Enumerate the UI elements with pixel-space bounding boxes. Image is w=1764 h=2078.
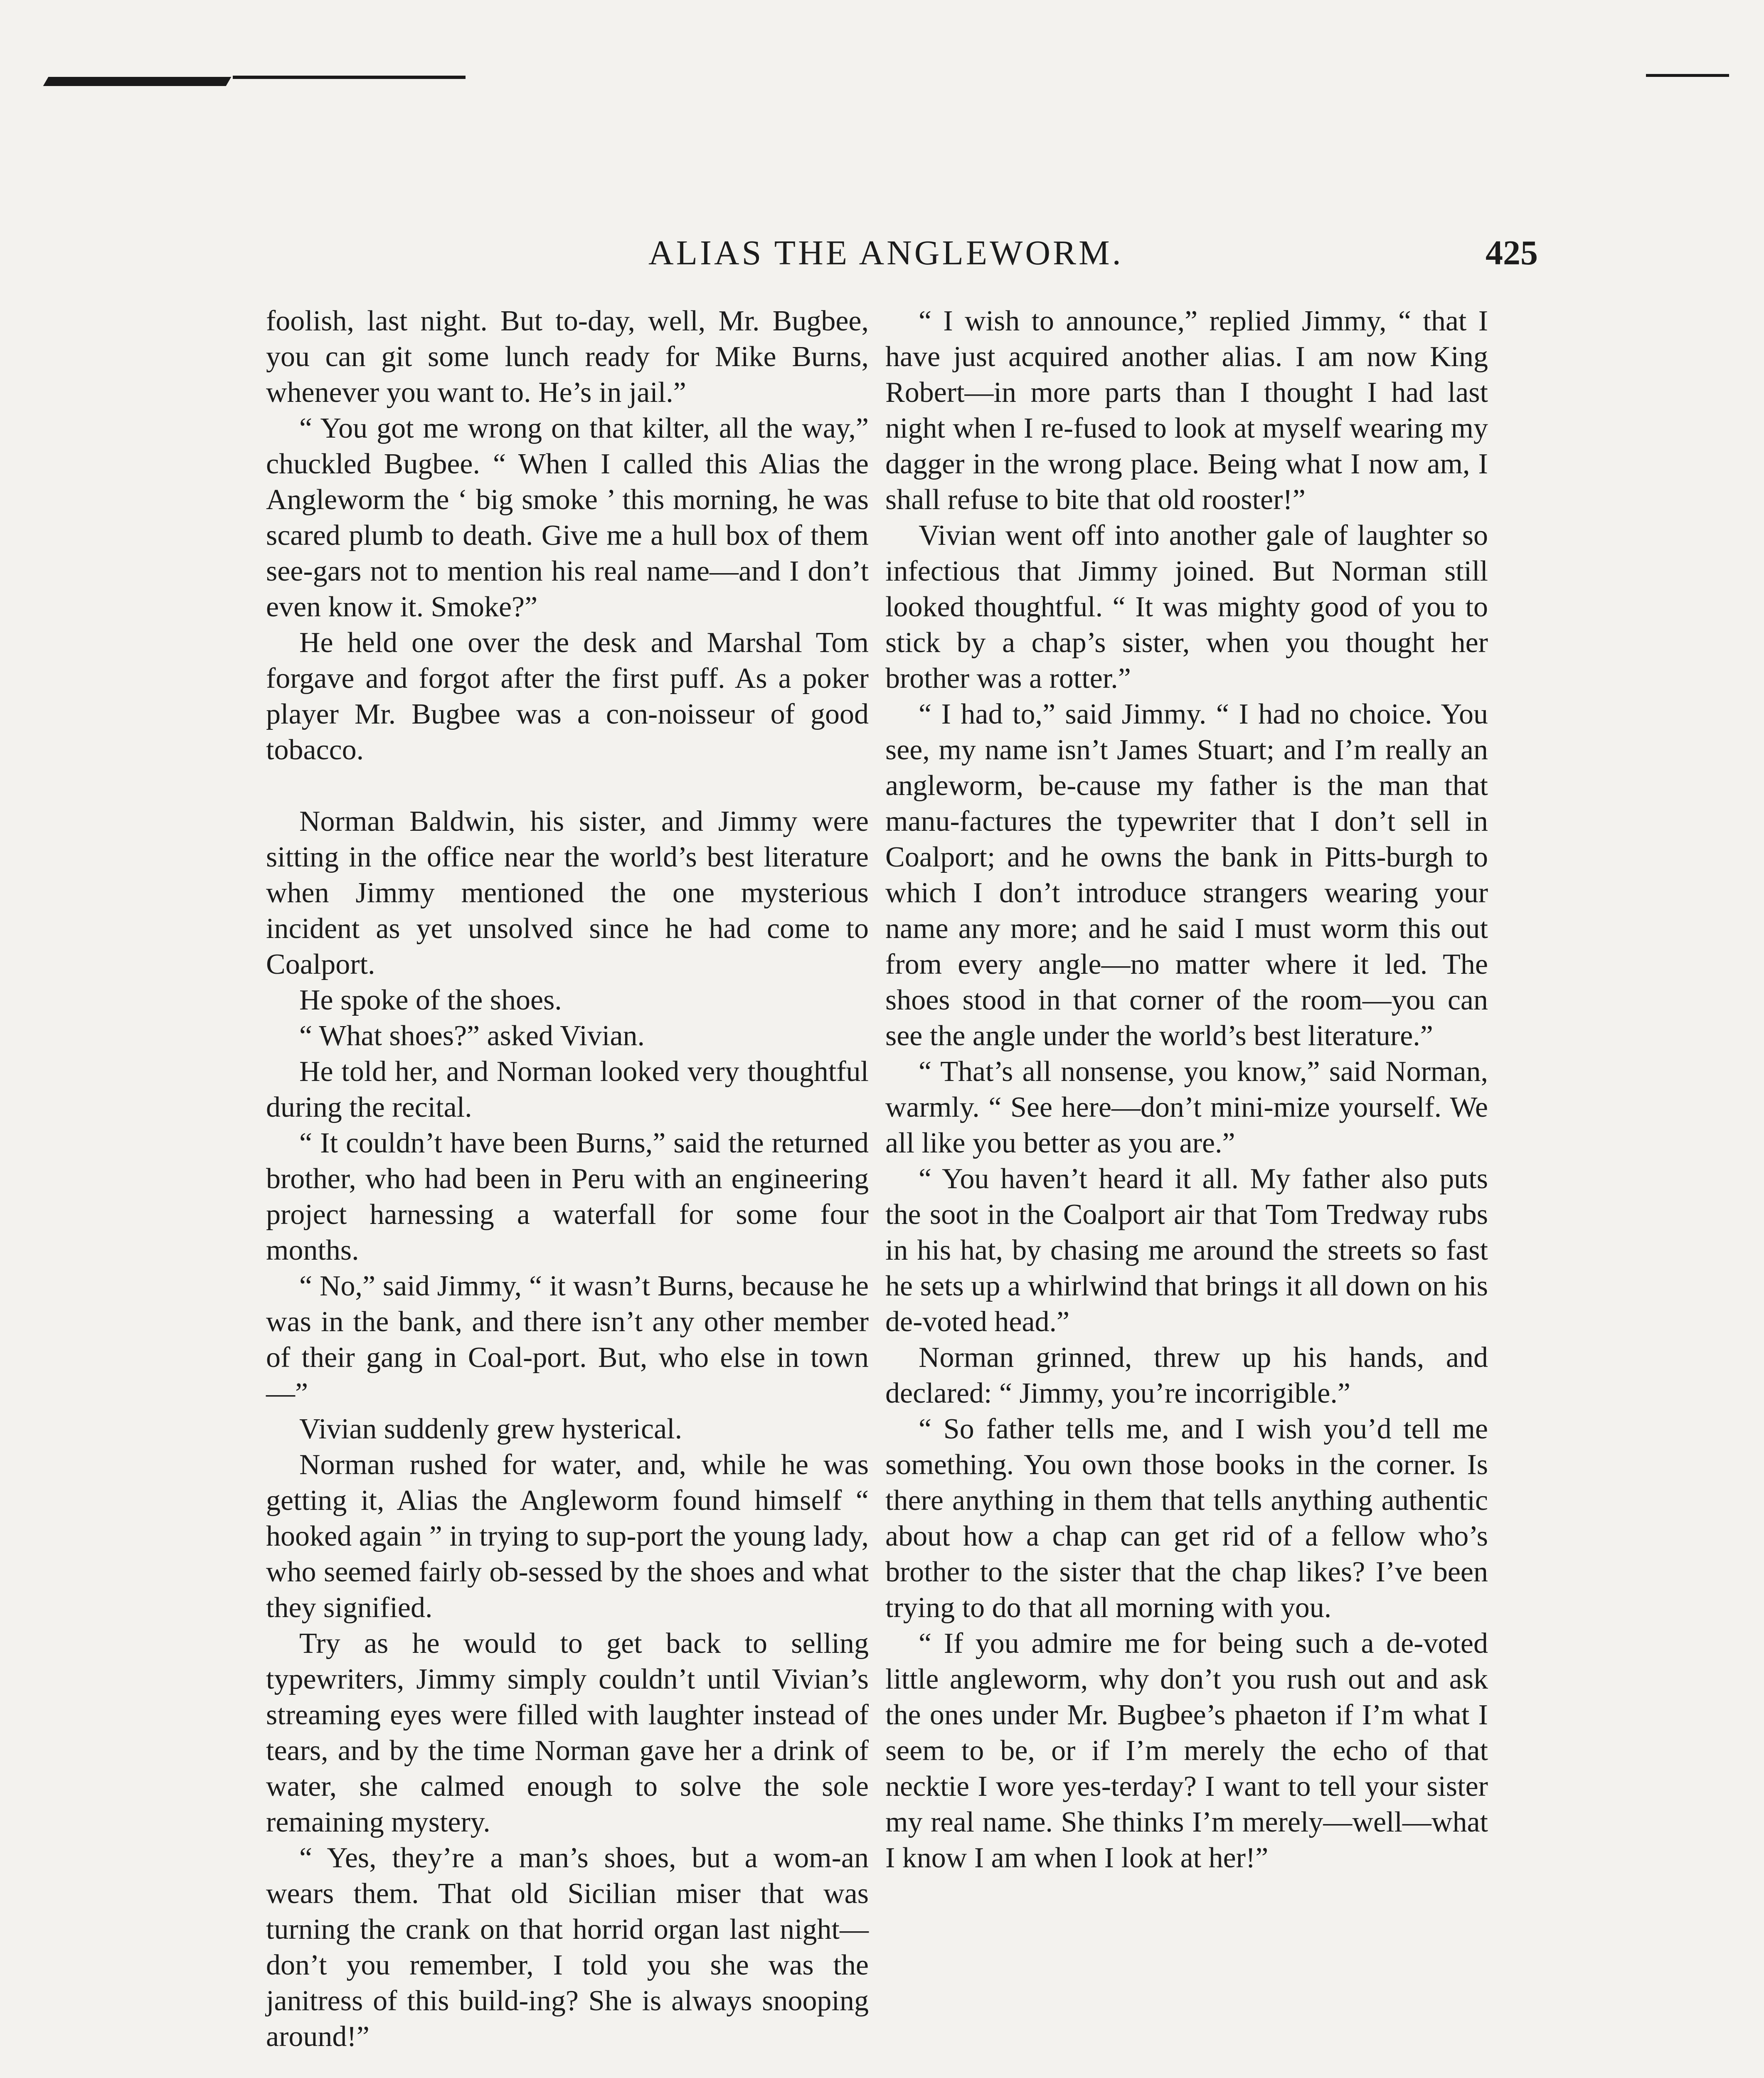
scan-artifact-left (43, 77, 232, 86)
paragraph: “ No,” said Jimmy, “ it wasn’t Burns, because he was in the bank, and there isn’t any other member of their gang in Coal-port. But, who else in town—” (266, 1270, 869, 1409)
right-column (885, 303, 1488, 1876)
paragraph: He spoke of the shoes. (299, 984, 562, 1016)
page-title: ALIAS THE ANGLEWORM. (648, 234, 1123, 272)
paragraph: “ You got me wrong on that kilter, all the way,” chuckled Bugbee. “ When I called this Alias the Angleworm the ‘ big smoke ’ this morning, he was scared plumb to death. Give me a hull box of them see-gars not to mention his real name—and I don’t even know it. Smoke?” (266, 412, 869, 623)
paragraph: foolish, last night. But to-day, well, Mr. Bugbee, you can git some lunch ready for Mike Burns, whenever you want to. He’s in jail.” (266, 305, 869, 409)
paragraph: “ Yes, they’re a man’s shoes, but a wom-an wears them. That old Sicilian miser that was turning the crank on that horrid organ last night—don’t you remember, I told you she was the janitress of this build-ing? She is always snooping around!” (266, 1842, 869, 2053)
paragraph: Norman grinned, threw up his hands, and declared: “ Jimmy, you’re incorrigible.” (885, 1342, 1488, 1409)
paragraph: Vivian suddenly grew hysterical. (299, 1413, 682, 1445)
paragraph: “ You haven’t heard it all. My father also puts the soot in the Coalport air that Tom Tredway rubs in his hat, by chasing me around the streets so fast he sets up a whirlwind that brings it all down on his de-voted head.” (885, 1163, 1488, 1338)
paragraph: “ It couldn’t have been Burns,” said the returned brother, who had been in Peru with an engineering project harnessing a waterfall for some four months. (266, 1127, 869, 1266)
paragraph: He held one over the desk and Marshal Tom forgave and forgot after the first puff. As a poker player Mr. Bugbee was a con-noisseur of good tobacco. (266, 627, 869, 766)
paragraph: “ I had to,” said Jimmy. “ I had no choice. You see, my name isn’t James Stuart; and I’m really an angleworm, be-cause my father is the man that manu-factures the typewriter that I don’t sell in Coalport; and he owns the bank in Pitts-burgh to which I don’t introduce strangers wearing your name any more; and he said I must worm this out from every angle—no matter where it led. The shoes stood in that corner of the room—you can see the angle under the world’s best literature.” (885, 698, 1488, 1052)
scan-artifact-right (1646, 74, 1729, 77)
paragraph: Vivian went off into another gale of laughter so infectious that Jimmy joined. But Norman still looked thoughtful. “ It was mighty good of you to stick by a chap’s sister, when you thought her brother was a rotter.” (885, 520, 1488, 694)
page-number: 425 (1486, 234, 1538, 272)
paragraph: Norman Baldwin, his sister, and Jimmy were sitting in the office near the world’s best literature when Jimmy mentioned the one mysterious incident as yet unsolved since he had come to Coalport. (266, 805, 869, 980)
paragraph: “ What shoes?” asked Vivian. (299, 1020, 645, 1052)
paragraph: “ I wish to announce,” replied Jimmy, “ that I have just acquired another alias. I am now King Robert—in more parts than I thought I had last night when I re-fused to look at myself wearing my dagger in the wrong place. Being what I now am, I shall refuse to bite that old rooster!” (885, 305, 1488, 516)
left-column (266, 303, 869, 2055)
running-header (266, 233, 1538, 278)
paragraph: “ That’s all nonsense, you know,” said Norman, warmly. “ See here—don’t mini-mize yourself. We all like you better as you are.” (885, 1056, 1488, 1159)
paragraph: He told her, and Norman looked very thoughtful during the recital. (266, 1056, 869, 1123)
paragraph: Norman rushed for water, and, while he was getting it, Alias the Angleworm found himself “ hooked again ” in trying to sup-port the young lady, who seemed fairly ob-sessed by the shoes and what they signified. (266, 1449, 869, 1624)
paragraph: “ If you admire me for being such a de-voted little angleworm, why don’t you rush out and ask the ones under Mr. Bugbee’s phaeton if I’m what I seem to be, or if I’m merely the echo of that necktie I wore yes-terday? I want to tell your sister my real name. She thinks I’m merely—well—what I know I am when I look at her!” (885, 1627, 1488, 1874)
scan-artifact-left-thin (233, 76, 466, 79)
paragraph: “ So father tells me, and I wish you’d tell me something. You own those books in the corner. Is there anything in them that tells anything authentic about how a chap can get rid of a fellow who’s brother to the sister that the chap likes? I’ve been trying to do that all morning with you. (885, 1413, 1488, 1624)
paragraph: Try as he would to get back to selling typewriters, Jimmy simply couldn’t until Vivian’s streaming eyes were filled with laughter instead of tears, and by the time Norman gave her a drink of water, she calmed enough to solve the sole remaining mystery. (266, 1627, 869, 1838)
